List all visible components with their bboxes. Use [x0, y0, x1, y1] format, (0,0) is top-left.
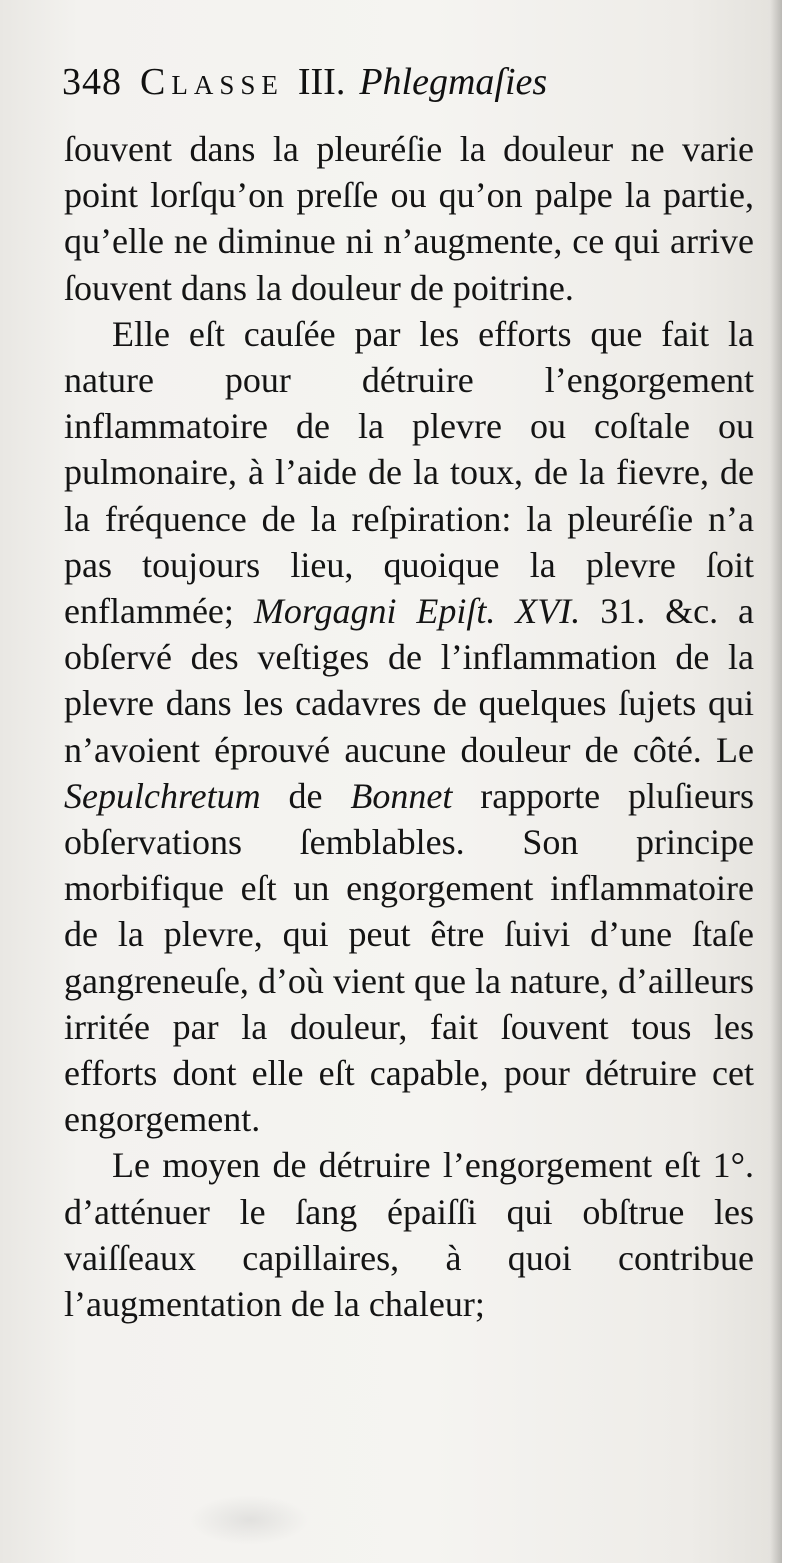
paragraph-1: ſouvent dans la pleuréſie la douleur ne varie point lorſqu’on preſſe ou qu’on palpe la partie, qu’elle ne diminue ni n’augmente, ce qui arrive ſouvent dans la douleur de poitrine. — [64, 129, 754, 308]
classe-label: Classe — [140, 61, 284, 103]
paragraph-2-text-3: de — [260, 775, 351, 816]
paragraph-2-text-2: 31. &c. a obſervé des veſtiges de l’inflammation de la plevre dans les cadavres de quelques ſujets qui n’avoient éprouvé aucune douleur de côté. Le — [64, 591, 754, 770]
running-head — [62, 60, 752, 120]
paragraph-3: Le moyen de détruire l’engorgement eſt 1°. d’atténuer le ſang épaiſſi qui obſtrue les vaiſſeaux capillaires, à quoi contribue l’augmentation de la chaleur; — [64, 1145, 754, 1325]
paragraph-2-text-4: rapporte pluſieurs obſervations ſemblables. Son principe morbifique eſt un engorgement inflammatoire de la plevre, qui peut être ſuivi d’une ſtaſe gangreneuſe, d’où vient que la nature, d’ailleurs irritée par la douleur, fait ſouvent tous les efforts dont elle eſt capable, pour détruire cet engorgement. — [64, 775, 755, 1140]
paragraph-2-text-1: Elle eſt cauſée par les efforts que fait la nature pour détruire l’engorgement inflammatoire de la plevre ou coſtale ou pulmonaire, à l’aide de la toux, de la fievre, de la fréquence de la reſpiration: la pleuréſie n’a pas toujours lieu, quoique la plevre ſoit enflammée; — [64, 313, 754, 632]
ink-smudge — [190, 1495, 310, 1545]
citation-sepulchretum: Sepulchretum — [64, 775, 261, 816]
classe-number: III. — [297, 61, 346, 103]
citation-bonnet: Bonnet — [350, 775, 453, 816]
body-text — [64, 126, 754, 1327]
citation-morgagni: Morgagni Epiſt. XVI. — [253, 591, 581, 632]
spine-shadow — [770, 0, 782, 1563]
page-margin-gutter — [782, 0, 800, 1563]
section-title: Phlegmaſies — [359, 61, 548, 103]
page-number: 348 — [62, 61, 122, 103]
paragraph-2 — [64, 311, 754, 1143]
